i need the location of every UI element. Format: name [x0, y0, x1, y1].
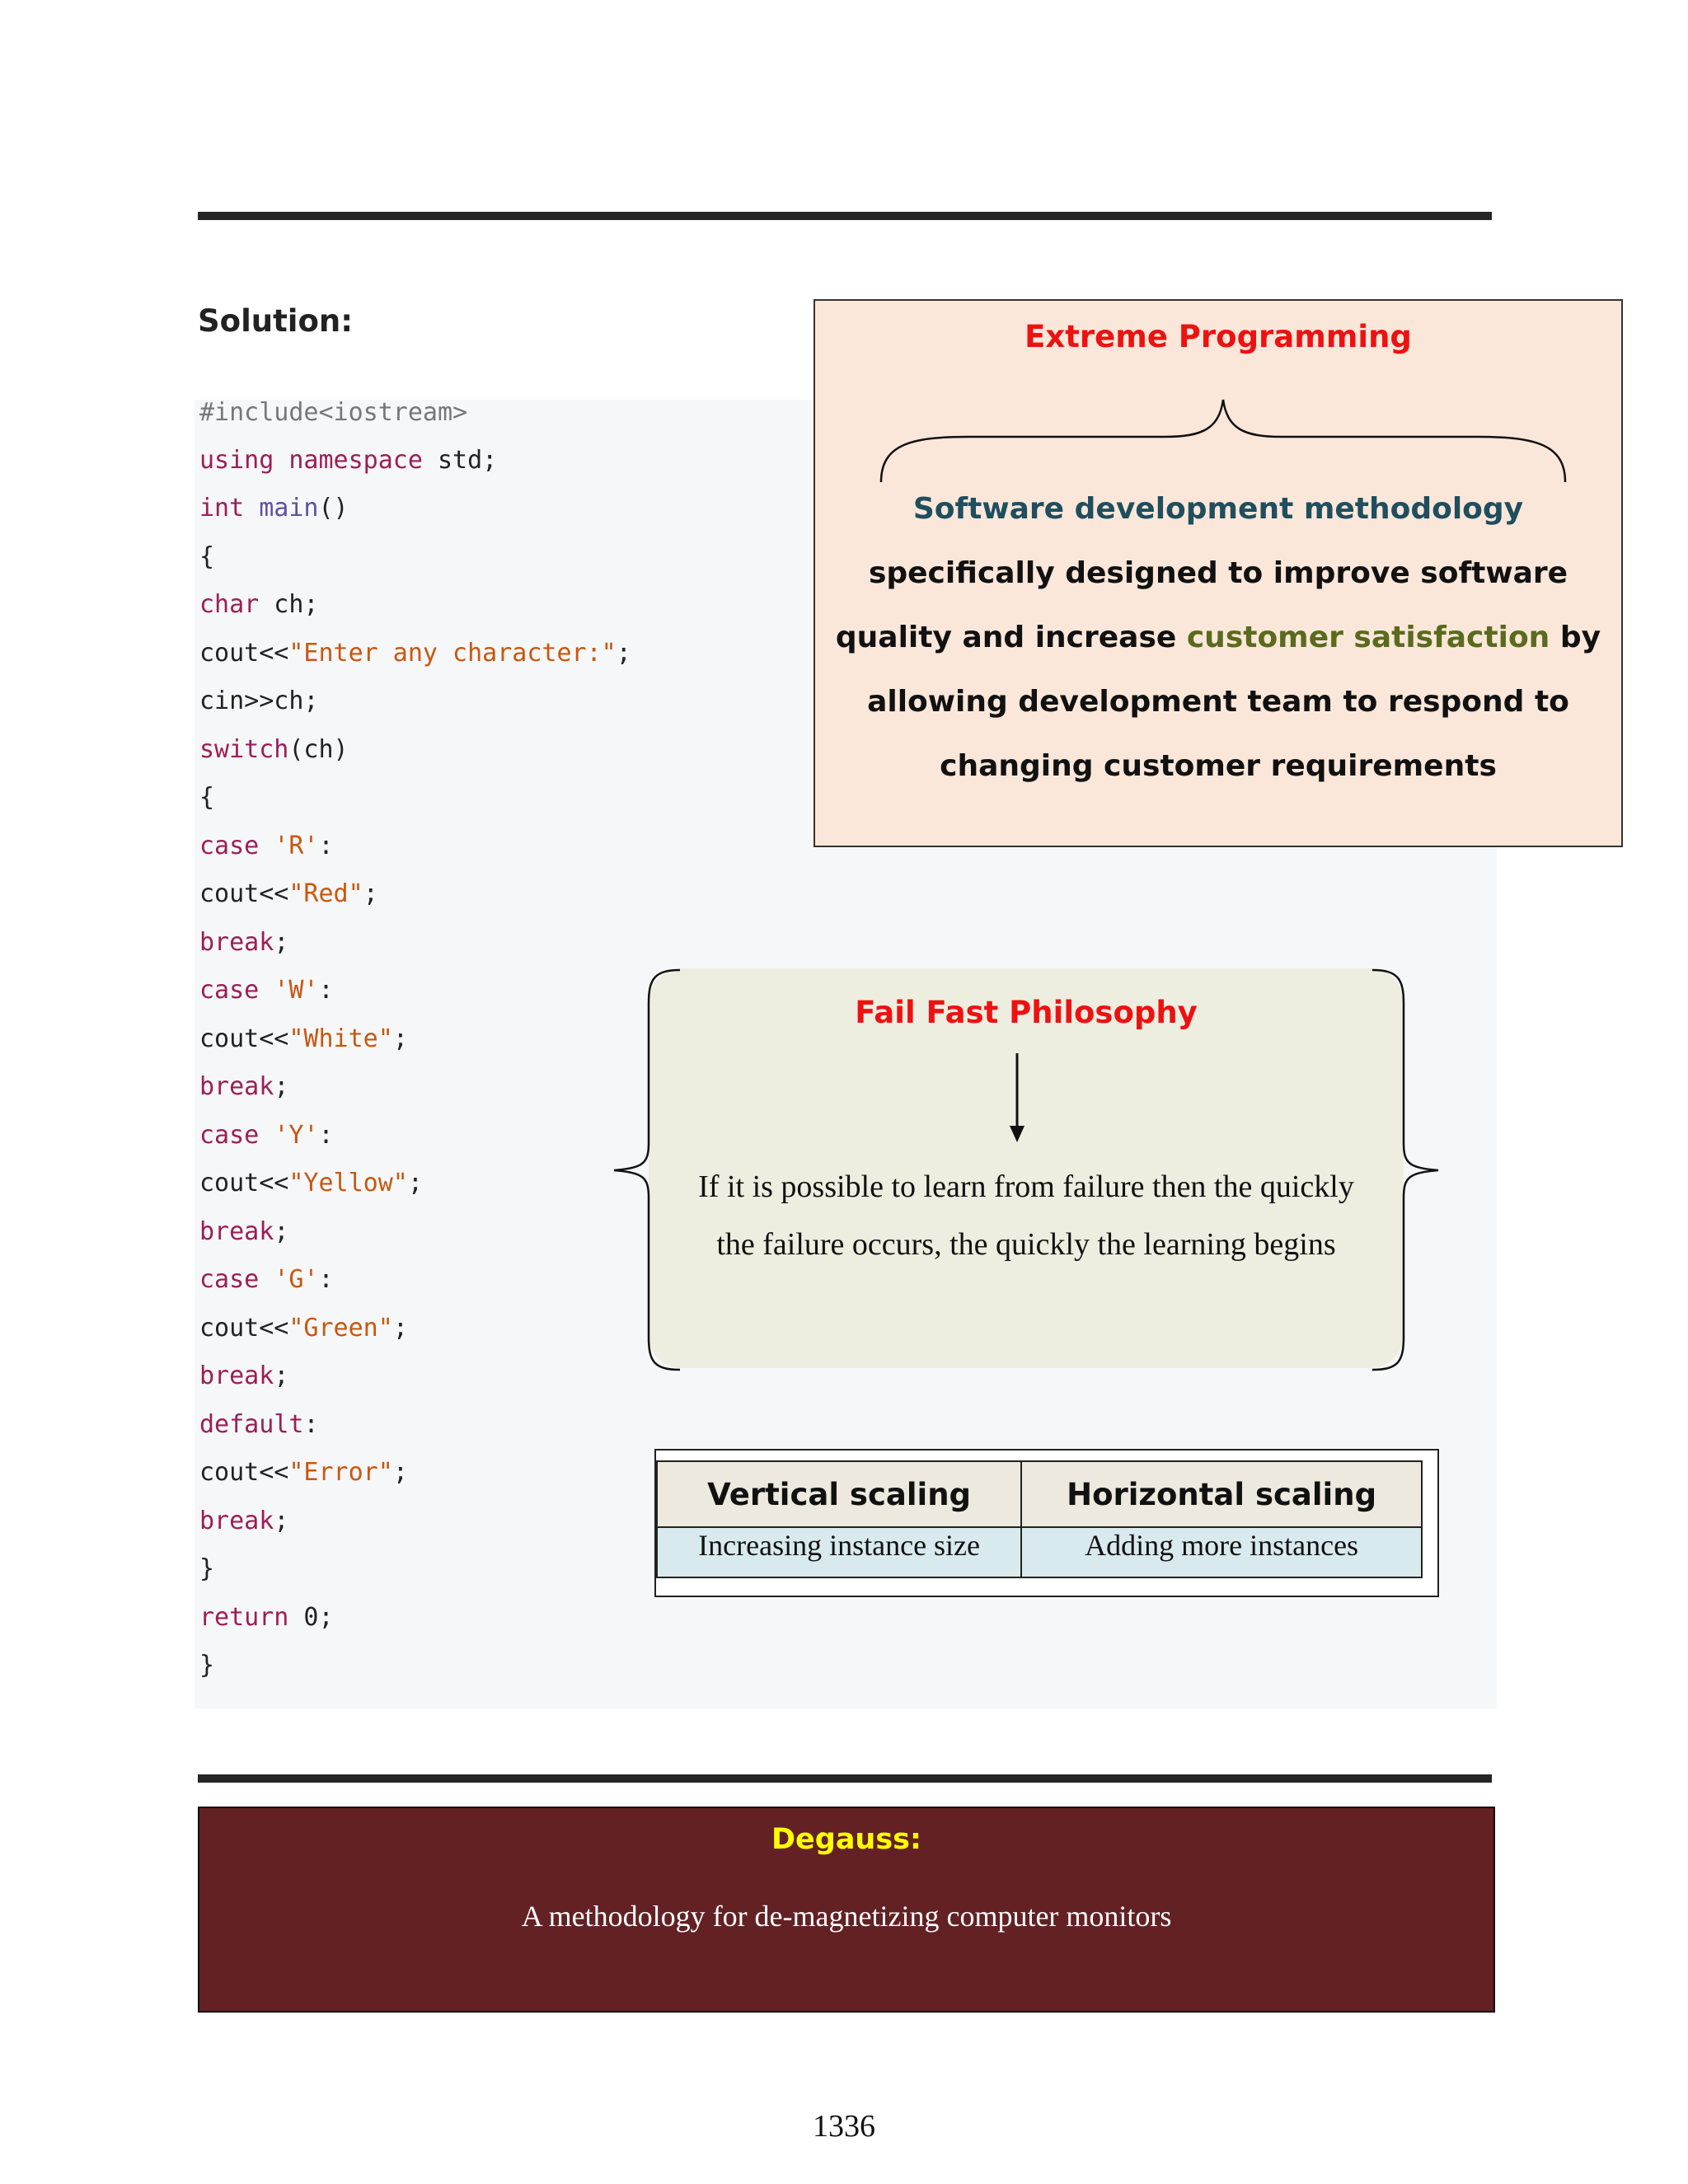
- scaling-table: [656, 1460, 1423, 1578]
- code-line: case 'G':: [199, 1265, 334, 1294]
- customer-satisfaction-highlight: customer satisfaction: [1186, 621, 1550, 654]
- degauss-title: Degauss:: [771, 1823, 922, 1856]
- code-line: cin>>ch;: [199, 687, 319, 715]
- code-line: case 'R':: [199, 832, 334, 860]
- code-line: break;: [199, 1072, 289, 1101]
- code-line: {: [199, 542, 215, 571]
- code-line: break;: [199, 1361, 289, 1390]
- xp-definition-line: quality and increase customer satisfaction by: [835, 621, 1601, 654]
- extreme-programming-box: [814, 299, 1623, 847]
- xp-definition-line: changing customer requirements: [940, 749, 1497, 783]
- code-line: char ch;: [199, 590, 319, 619]
- code-line: default:: [199, 1410, 319, 1439]
- top-rule: [198, 212, 1492, 220]
- code-line: case 'Y':: [199, 1121, 334, 1150]
- curly-brace-icon: [877, 396, 1569, 486]
- code-line: int main(): [199, 494, 349, 523]
- code-line: break;: [199, 928, 289, 957]
- table-header-row: [657, 1461, 1422, 1527]
- degauss-text: A methodology for de-magnetizing computer monitors: [521, 1900, 1172, 1933]
- xp-definition-line: Software development methodology: [912, 492, 1524, 526]
- solution-heading: Solution:: [198, 303, 354, 339]
- code-line: return 0;: [199, 1603, 334, 1632]
- code-line: }: [199, 1651, 215, 1680]
- code-line: cout<<"Enter any character:";: [199, 639, 631, 668]
- code-line: #include<iostream>: [199, 398, 468, 427]
- table-cell: Increasing instance size: [657, 1527, 1021, 1577]
- code-line: {: [199, 783, 215, 812]
- code-line: case 'W':: [199, 976, 334, 1005]
- code-line: cout<<"Green";: [199, 1314, 408, 1343]
- table-header-cell: Vertical scaling: [657, 1461, 1021, 1527]
- xp-definition-line: specifically designed to improve software: [868, 556, 1568, 590]
- code-line: cout<<"Error";: [199, 1458, 408, 1487]
- page-number: 1336: [813, 2109, 875, 2144]
- fail-fast-title: Fail Fast Philosophy: [855, 995, 1198, 1030]
- table-header-cell: Horizontal scaling: [1021, 1461, 1422, 1527]
- code-line: cout<<"White";: [199, 1024, 408, 1053]
- degauss-box: [198, 1807, 1495, 2013]
- code-line: cout<<"Red";: [199, 879, 378, 908]
- fail-fast-text: If it is possible to learn from failure then the quickly: [698, 1169, 1354, 1204]
- code-line: break;: [199, 1507, 289, 1535]
- code-line: using namespace std;: [199, 446, 498, 475]
- code-line: }: [199, 1554, 215, 1583]
- code-line: switch(ch): [199, 735, 349, 764]
- xp-definition-line: allowing development team to respond to: [867, 685, 1569, 719]
- code-line: break;: [199, 1217, 289, 1246]
- table-row: [657, 1527, 1422, 1577]
- down-arrow-icon: [1006, 1053, 1028, 1144]
- fail-fast-text: the failure occurs, the quickly the learning begins: [716, 1227, 1336, 1262]
- bottom-rule: [198, 1774, 1492, 1783]
- extreme-programming-title: Extreme Programming: [1025, 319, 1412, 354]
- table-cell: Adding more instances: [1021, 1527, 1422, 1577]
- code-line: cout<<"Yellow";: [199, 1169, 423, 1197]
